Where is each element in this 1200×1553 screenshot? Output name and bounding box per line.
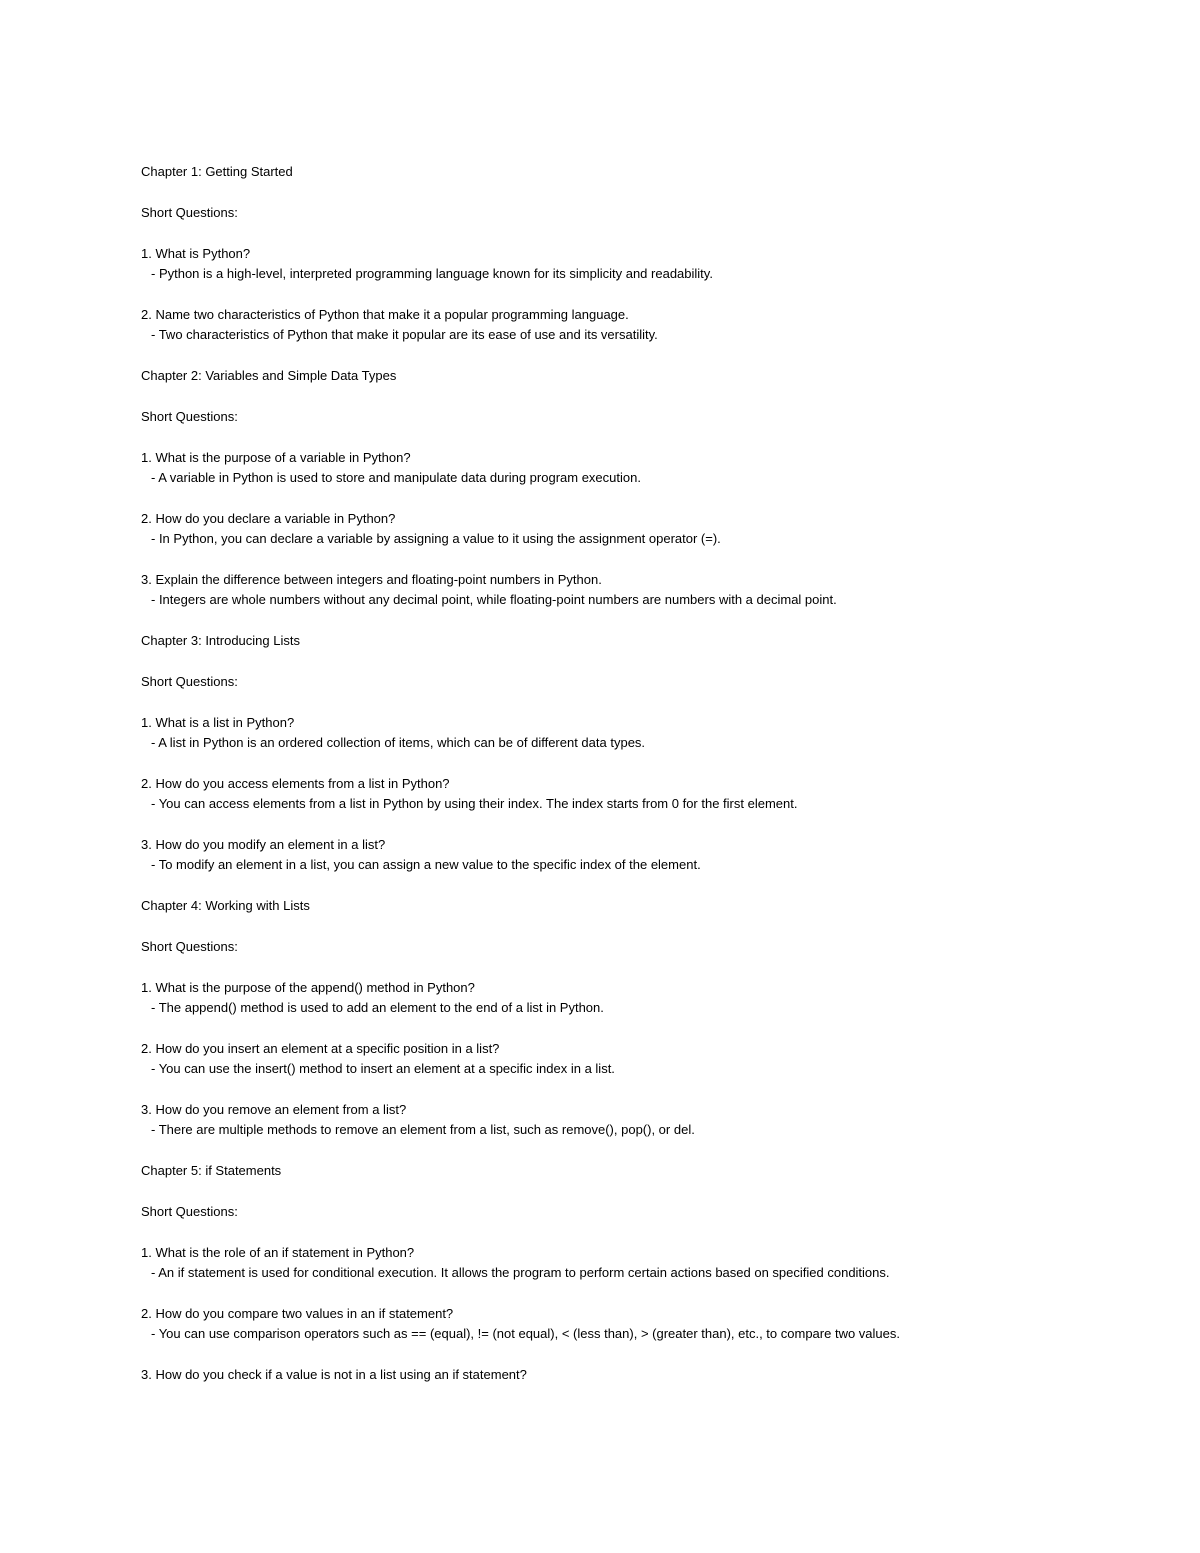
section-subtitle: Short Questions: [141, 939, 238, 954]
question: 3. How do you modify an element in a list? [141, 837, 386, 852]
answer: - The append() method is used to add an element to the end of a list in Python. [151, 1000, 604, 1015]
question: 2. How do you access elements from a list in Python? [141, 776, 450, 791]
section-subtitle: Short Questions: [141, 674, 238, 689]
question: 3. How do you check if a value is not in a list using an if statement? [141, 1367, 527, 1382]
question: 2. Name two characteristics of Python that make it a popular programming language. [141, 307, 629, 322]
question: 3. How do you remove an element from a list? [141, 1102, 407, 1117]
answer: - Python is a high-level, interpreted programming language known for its simplicity and readability. [151, 266, 713, 281]
chapter-title: Chapter 5: if Statements [141, 1163, 282, 1178]
question: 1. What is the purpose of a variable in Python? [141, 450, 411, 465]
document-page [141, 162, 1141, 1385]
answer: - You can use the insert() method to insert an element at a specific index in a list. [151, 1061, 615, 1076]
chapter-title: Chapter 3: Introducing Lists [141, 633, 300, 648]
question: 3. Explain the difference between integers and floating-point numbers in Python. [141, 572, 602, 587]
section-subtitle: Short Questions: [141, 1204, 238, 1219]
answer: - In Python, you can declare a variable by assigning a value to it using the assignment operator (=). [151, 531, 721, 546]
answer: - There are multiple methods to remove an element from a list, such as remove(), pop(), or del. [151, 1122, 695, 1137]
chapter-title: Chapter 2: Variables and Simple Data Types [141, 368, 397, 383]
answer: - To modify an element in a list, you can assign a new value to the specific index of the element. [151, 857, 701, 872]
answer: - You can access elements from a list in Python by using their index. The index starts from 0 for the first element. [151, 796, 798, 811]
question: 1. What is a list in Python? [141, 715, 295, 730]
question: 1. What is Python? [141, 246, 251, 261]
answer: - Integers are whole numbers without any decimal point, while floating-point numbers are numbers with a decimal point. [151, 592, 837, 607]
question: 2. How do you compare two values in an if statement? [141, 1306, 454, 1321]
chapter-title: Chapter 1: Getting Started [141, 164, 293, 179]
answer: - Two characteristics of Python that make it popular are its ease of use and its versatility. [151, 327, 658, 342]
answer: - An if statement is used for conditional execution. It allows the program to perform certain actions based on specified conditions. [151, 1265, 890, 1280]
question: 2. How do you insert an element at a specific position in a list? [141, 1041, 500, 1056]
section-subtitle: Short Questions: [141, 205, 238, 220]
answer: - You can use comparison operators such as == (equal), != (not equal), < (less than), > (greater than), etc., to compare two values. [151, 1326, 900, 1341]
question: 1. What is the role of an if statement in Python? [141, 1245, 415, 1260]
chapter-title: Chapter 4: Working with Lists [141, 898, 310, 913]
answer: - A list in Python is an ordered collection of items, which can be of different data types. [151, 735, 646, 750]
section-subtitle: Short Questions: [141, 409, 238, 424]
answer: - A variable in Python is used to store and manipulate data during program execution. [151, 470, 641, 485]
question: 2. How do you declare a variable in Python? [141, 511, 396, 526]
question: 1. What is the purpose of the append() method in Python? [141, 980, 475, 995]
